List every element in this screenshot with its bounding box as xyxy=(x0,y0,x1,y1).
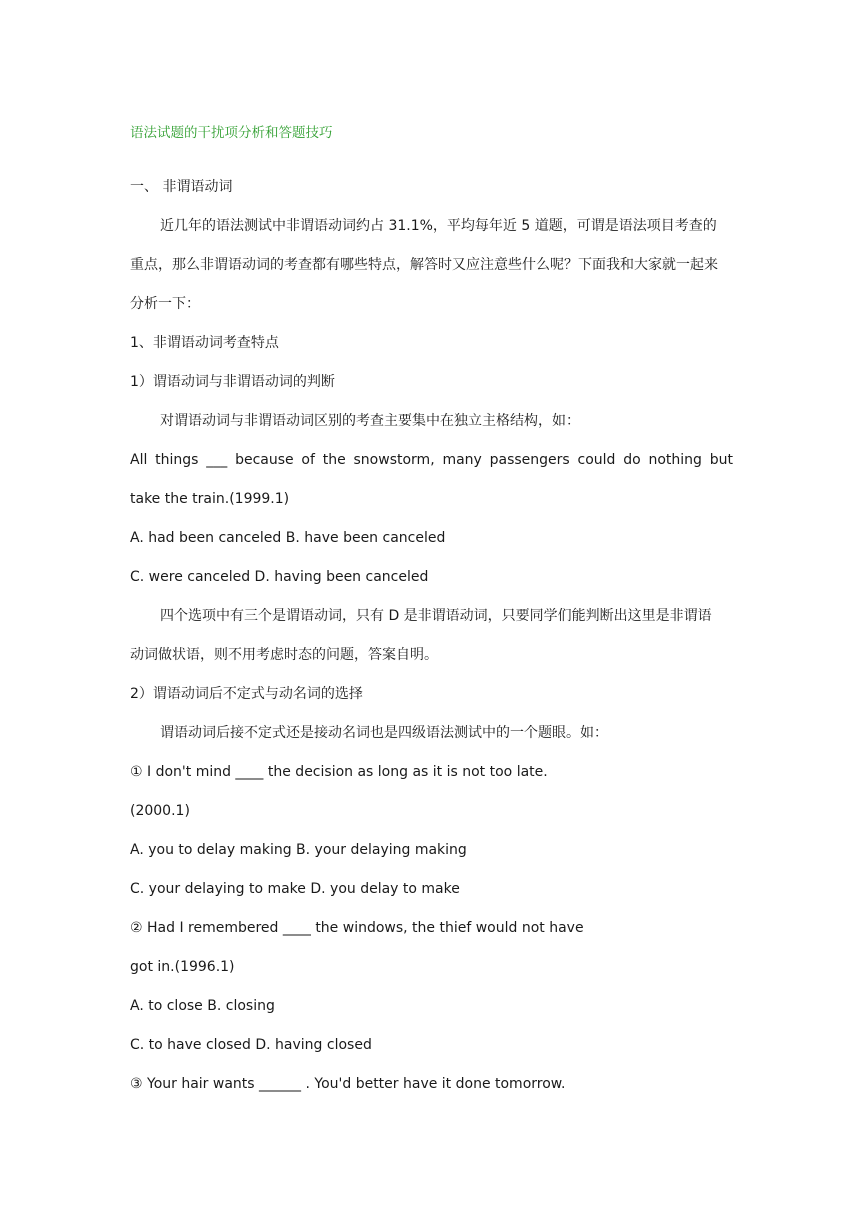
question-1-options-cd: C. were canceled D. having been canceled xyxy=(130,569,429,585)
intro-paragraph-line-2: 重点，那么非谓语动词的考查都有哪些特点，解答时又应注意些什么呢？下面我和大家就一起来 xyxy=(130,257,718,273)
question-2-line-2: (2000.1) xyxy=(130,803,190,819)
question-3-line-1: ② Had I remembered ____ the windows, the thief would not have xyxy=(130,920,584,936)
question-1-line-2: take the train.(1999.1) xyxy=(130,491,290,507)
section-heading: 一、 非谓语动词 xyxy=(130,179,233,195)
question-1-line-1: All things ___ because of the snowstorm, many passengers could do nothing but xyxy=(130,452,733,468)
question-3-options-ab: A. to close B. closing xyxy=(130,998,275,1014)
subheading-predicate-vs-nonpredicate: 1）谓语动词与非谓语动词的判断 xyxy=(130,374,335,390)
question-1-options-ab: A. had been canceled B. have been canceled xyxy=(130,530,446,546)
question-2-line-1: ① I don't mind ____ the decision as long as it is not too late. xyxy=(130,764,548,780)
subheading-characteristics: 1、非谓语动词考查特点 xyxy=(130,335,279,351)
question-2-options-ab: A. you to delay making B. your delaying making xyxy=(130,842,467,858)
document-title: 语法试题的干扰项分析和答题技巧 xyxy=(130,125,333,141)
paragraph-infinitive-gerund: 谓语动词后接不定式还是接动名词也是四级语法测试中的一个题眼。如： xyxy=(160,725,608,741)
intro-paragraph-line-3: 分析一下： xyxy=(130,296,200,312)
document-body xyxy=(130,121,733,1104)
question-3-line-2: got in.(1996.1) xyxy=(130,959,235,975)
question-2-options-cd: C. your delaying to make D. you delay to make xyxy=(130,881,460,897)
subheading-infinitive-vs-gerund: 2）谓语动词后不定式与动名词的选择 xyxy=(130,686,363,702)
paragraph-absolute-construction: 对谓语动词与非谓语动词区别的考查主要集中在独立主格结构，如： xyxy=(160,413,580,429)
question-4-line-1: ③ Your hair wants ______ . You'd better have it done tomorrow. xyxy=(130,1076,566,1092)
intro-paragraph-line-1: 近几年的语法测试中非谓语动词约占 31.1%，平均每年近 5 道题，可谓是语法项目考查的 xyxy=(160,218,717,234)
explanation-line-1: 四个选项中有三个是谓语动词，只有 D 是非谓语动词，只要同学们能判断出这里是非谓语 xyxy=(160,608,712,624)
explanation-line-2: 动词做状语，则不用考虑时态的问题，答案自明。 xyxy=(130,647,438,663)
question-3-options-cd: C. to have closed D. having closed xyxy=(130,1037,372,1053)
